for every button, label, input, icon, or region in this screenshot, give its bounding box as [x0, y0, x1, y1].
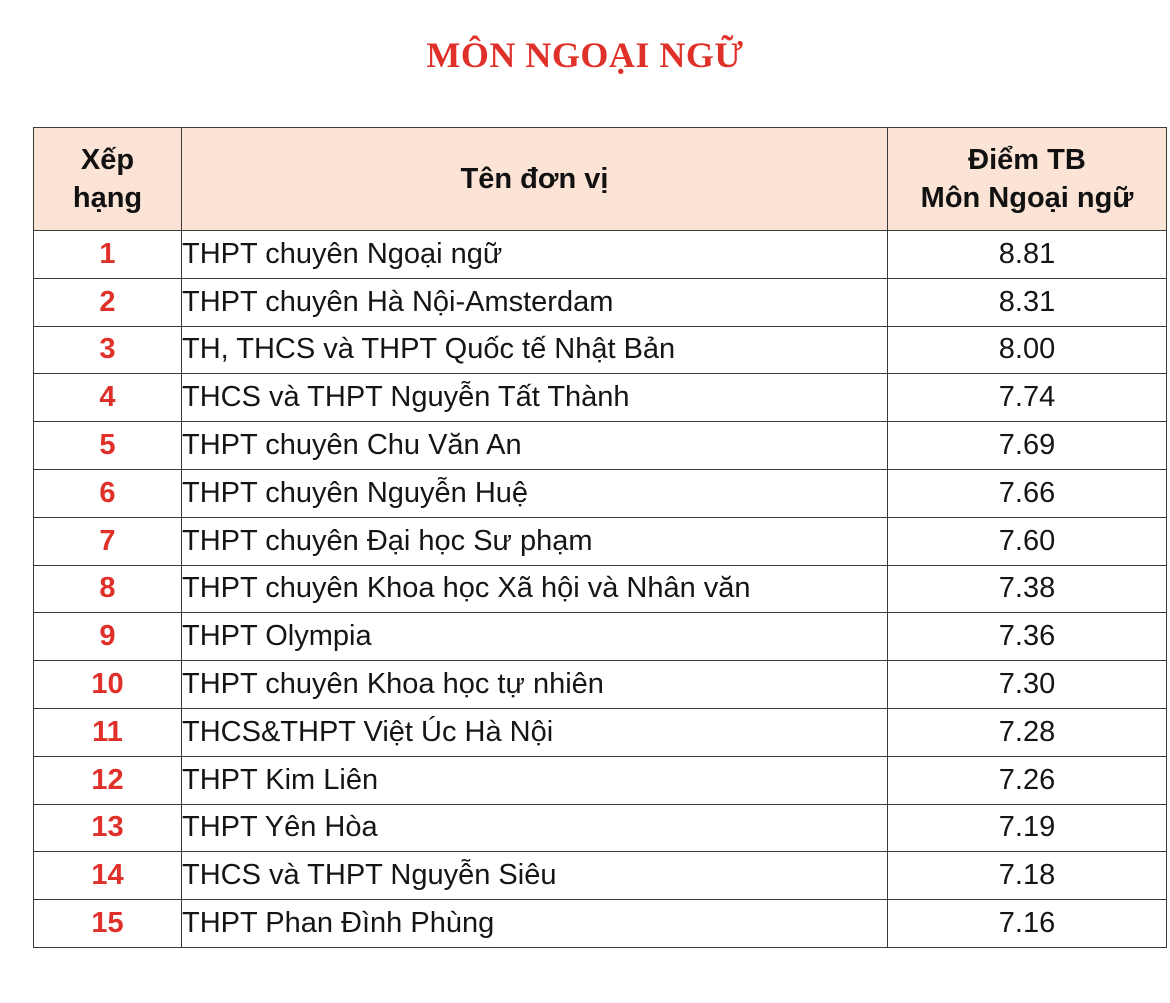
table-row: [34, 804, 1167, 852]
header-score-line1: Điểm TB: [968, 144, 1086, 176]
table-row: [34, 756, 1167, 804]
school-name-cell: THCS và THPT Nguyễn Tất Thành: [182, 374, 888, 422]
table-row: [34, 708, 1167, 756]
rank-cell: 7: [34, 517, 182, 565]
score-cell: 7.74: [888, 374, 1167, 422]
score-cell: 7.66: [888, 469, 1167, 517]
score-cell: 8.00: [888, 326, 1167, 374]
score-cell: 7.36: [888, 613, 1167, 661]
score-cell: 7.38: [888, 565, 1167, 613]
rank-cell: 5: [34, 422, 182, 470]
table-row: [34, 613, 1167, 661]
score-cell: 7.26: [888, 756, 1167, 804]
table-row: [34, 374, 1167, 422]
score-cell: 7.18: [888, 852, 1167, 900]
school-name-cell: THPT chuyên Nguyễn Huệ: [182, 469, 888, 517]
table-row: [34, 565, 1167, 613]
school-name-cell: THPT chuyên Đại học Sư phạm: [182, 517, 888, 565]
rank-cell: 2: [34, 278, 182, 326]
school-name-cell: THPT chuyên Khoa học tự nhiên: [182, 661, 888, 709]
school-name-cell: THPT chuyên Khoa học Xã hội và Nhân văn: [182, 565, 888, 613]
ranking-table: [33, 127, 1167, 948]
header-score: [888, 128, 1167, 231]
rank-cell: 13: [34, 804, 182, 852]
score-cell: 8.81: [888, 231, 1167, 279]
score-cell: 7.60: [888, 517, 1167, 565]
rank-cell: 15: [34, 900, 182, 948]
rank-cell: 1: [34, 231, 182, 279]
table-row: [34, 517, 1167, 565]
table-header-row: [34, 128, 1167, 231]
header-rank-line2: hạng: [72, 182, 143, 214]
rank-cell: 12: [34, 756, 182, 804]
score-cell: 7.19: [888, 804, 1167, 852]
header-rank-line1: Xếp: [80, 144, 135, 176]
score-cell: 7.28: [888, 708, 1167, 756]
table-row: [34, 661, 1167, 709]
school-name-cell: THCS&THPT Việt Úc Hà Nội: [182, 708, 888, 756]
table-row: [34, 278, 1167, 326]
page-title: MÔN NGOẠI NGỮ: [426, 35, 744, 75]
school-name-cell: THCS và THPT Nguyễn Siêu: [182, 852, 888, 900]
rank-cell: 11: [34, 708, 182, 756]
score-cell: 8.31: [888, 278, 1167, 326]
score-cell: 7.16: [888, 900, 1167, 948]
table-row: [34, 900, 1167, 948]
school-name-cell: THPT chuyên Hà Nội-Amsterdam: [182, 278, 888, 326]
school-name-cell: THPT Kim Liên: [182, 756, 888, 804]
rank-cell: 10: [34, 661, 182, 709]
school-name-cell: THPT Phan Đình Phùng: [182, 900, 888, 948]
score-cell: 7.69: [888, 422, 1167, 470]
header-name: Tên đơn vị: [182, 128, 888, 231]
table-row: [34, 422, 1167, 470]
rank-cell: 9: [34, 613, 182, 661]
school-name-cell: THPT chuyên Chu Văn An: [182, 422, 888, 470]
rank-cell: 8: [34, 565, 182, 613]
school-name-cell: TH, THCS và THPT Quốc tế Nhật Bản: [182, 326, 888, 374]
school-name-cell: THPT Olympia: [182, 613, 888, 661]
rank-cell: 6: [34, 469, 182, 517]
header-score-line2: Môn Ngoại ngữ: [920, 182, 1134, 214]
rank-cell: 4: [34, 374, 182, 422]
table-row: [34, 326, 1167, 374]
table-row: [34, 231, 1167, 279]
score-cell: 7.30: [888, 661, 1167, 709]
school-name-cell: THPT chuyên Ngoại ngữ: [182, 231, 888, 279]
table-body: [34, 231, 1167, 948]
table-row: [34, 469, 1167, 517]
header-rank: [34, 128, 182, 231]
table-row: [34, 852, 1167, 900]
rank-cell: 3: [34, 326, 182, 374]
rank-cell: 14: [34, 852, 182, 900]
school-name-cell: THPT Yên Hòa: [182, 804, 888, 852]
